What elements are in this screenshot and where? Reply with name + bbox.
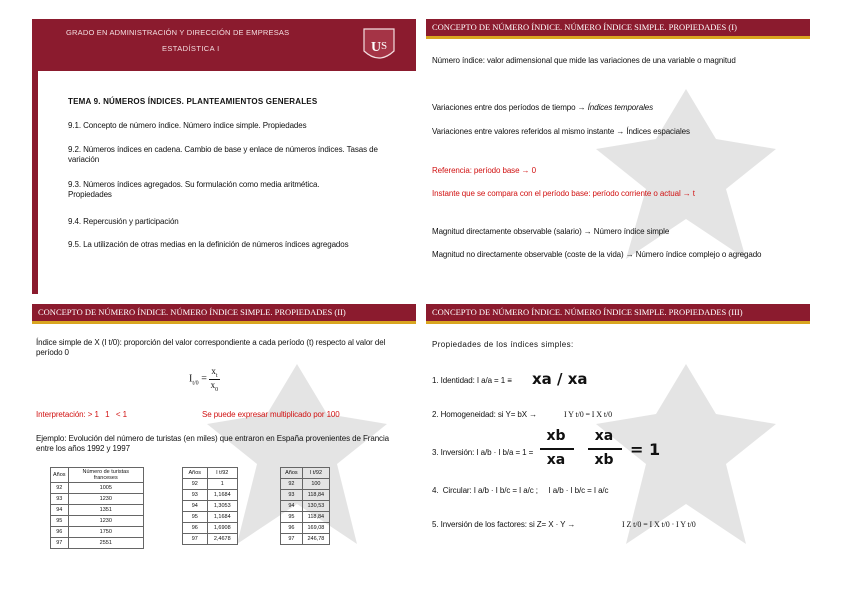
slide1-item-2: 9.2. Números índices en cadena. Cambio de base y enlace de números índices. Tasas de variación: [68, 145, 378, 164]
slide-3: [32, 304, 416, 584]
slide2-indirect: Magnitud no directamente observable (coste de la vida) → Número índice complejo o agregado: [432, 250, 762, 259]
property-circular: 4. Circular: I a/b · I b/c = I a/c ; I a/b · I b/c = I a/c: [432, 486, 609, 495]
table-index-base1: [182, 467, 238, 545]
property-homogeneity: 2. Homogeneidad: si Y= bX →: [432, 410, 537, 419]
slide2-definition: Número índice: valor adimensional que mide las variaciones de una variable o magnitud: [432, 56, 736, 65]
formula-lhs-sub: t/0: [192, 380, 199, 387]
slide1-topic-title: TEMA 9. NÚMEROS ÍNDICES. PLANTEAMIENTOS GENERALES: [68, 97, 318, 106]
slide2-title-underline: [426, 36, 810, 39]
table-row: 93 118,84: [281, 490, 330, 501]
table-row: 96 1750: [51, 527, 144, 538]
slide3-title: CONCEPTO DE NÚMERO ÍNDICE. NÚMERO ÍNDICE SIMPLE. PROPIEDADES (II): [38, 307, 346, 317]
formula-den-sub: 0: [215, 386, 219, 393]
table-row: 93 1,1684: [183, 490, 238, 501]
table-row: 92 1: [183, 479, 238, 490]
slide2-temporal-text: Variaciones entre dos períodos de tiempo →: [432, 103, 586, 112]
slide2-spatial: Variaciones entre valores referidos al mismo instante → Índices espaciales: [432, 127, 690, 136]
slide4-title-underline: [426, 321, 810, 324]
table-row: 95 1,1684: [183, 512, 238, 523]
hand-result: = 1: [630, 440, 661, 459]
table-row: 94 1,3053: [183, 501, 238, 512]
property-identity-handwritten: xa / xa: [532, 370, 588, 388]
property-homogeneity-formula: I Y t/0 = I X t/0: [564, 410, 612, 419]
table-row: Años I t/92: [183, 468, 238, 479]
table-row: 93 1230: [51, 494, 144, 505]
property-inversion: 3. Inversión: I a/b · I b/a = 1 =: [432, 448, 534, 457]
hand-num-1: xb: [546, 428, 566, 444]
property-factor-inversion-formula: I Z t/0 = I X t/0 · I Y t/0: [622, 520, 696, 529]
slide1-item-3: 9.3. Números índices agregados. Su formulación como media aritmética. Propiedades: [68, 180, 320, 199]
slide2-temporal-result: Índices temporales: [587, 103, 654, 112]
table-row: 97 2,4678: [183, 534, 238, 545]
svg-text:U: U: [371, 40, 382, 55]
slide2-title: CONCEPTO DE NÚMERO ÍNDICE. NÚMERO ÍNDICE SIMPLE. PROPIEDADES (I): [432, 22, 737, 32]
table-row: 94 1351: [51, 505, 144, 516]
table-index-base100: [280, 467, 330, 545]
slide-4: [426, 304, 810, 584]
slide2-reference: Referencia: período base → 0: [432, 166, 536, 175]
formula-lhs: I: [189, 373, 193, 385]
table-row: 97 2551: [51, 538, 144, 549]
table-row: 95 1230: [51, 516, 144, 527]
slide1-header-line2: ESTADÍSTICA I: [162, 44, 220, 53]
slide1-item-1: 9.1. Concepto de número índice. Número índice simple. Propiedades: [68, 121, 307, 130]
formula-num: x: [211, 366, 216, 376]
hand-den-1: xa: [546, 452, 566, 468]
table-row: 95 118,84: [281, 512, 330, 523]
slide4-title: CONCEPTO DE NÚMERO ÍNDICE. NÚMERO ÍNDICE SIMPLE. PROPIEDADES (III): [432, 307, 743, 317]
slide2-instant: Instante que se compara con el período base: período corriente o actual → t: [432, 189, 695, 198]
slide3-definition: Índice simple de X (I t/0): proporción del valor correspondiente a cada período (t) respecto al valor del período 0: [36, 338, 386, 357]
slide-2: [426, 19, 810, 299]
slide1-header-line1: GRADO EN ADMINISTRACIÓN Y DIRECCIÓN DE EMPRESAS: [66, 28, 290, 37]
table-row: Años I t/92: [281, 468, 330, 479]
table-row: 92 1005: [51, 483, 144, 494]
svg-text:S: S: [381, 40, 388, 52]
university-logo: [362, 27, 396, 65]
slide3-title-underline: [32, 321, 416, 324]
table-row: 94 130,53: [281, 501, 330, 512]
table-row: 92 100: [281, 479, 330, 490]
property-factor-inversion: 5. Inversión de los factores: si Z= X · Y →: [432, 520, 576, 529]
property-identity: 1. Identidad: I a/a = 1 ≡: [432, 376, 512, 385]
table-row: 96 1,6908: [183, 523, 238, 534]
slide1-item-5: 9.5. La utilización de otras medias en la definición de números índices agregados: [68, 240, 349, 249]
table-row: 96 169,08: [281, 523, 330, 534]
slide2-title-bar: [426, 19, 810, 36]
formula-den: x: [210, 379, 216, 390]
formula-num-sub: t: [215, 372, 218, 379]
slide4-title-bar: [426, 304, 810, 321]
slide3-title-bar: [32, 304, 416, 321]
hand-den-2: xb: [594, 452, 614, 468]
slide3-formula: $I_{t/0}$ = $\frac{x_t}{x_0}$: [189, 366, 219, 393]
slide-1: [32, 19, 416, 299]
formula-fraction: [209, 366, 219, 393]
slide4-intro: Propiedades de los índices simples:: [432, 340, 574, 349]
slide3-multiplied: Se puede expresar multiplicado por 100: [202, 410, 340, 419]
hand-num-2: xa: [594, 428, 614, 444]
slide3-example: Ejemplo: Evolución del número de turistas (en miles) que entraron en España provenientes de Francia entre los años 1992 y 1997: [36, 434, 389, 453]
table-row: 97 246,78: [281, 534, 330, 545]
slide1-item-4: 9.4. Repercusión y participación: [68, 217, 179, 226]
slide2-temporal: [432, 103, 653, 113]
slide2-direct: Magnitud directamente observable (salario) → Número índice simple: [432, 227, 670, 236]
table-tourists: [50, 467, 144, 549]
table-row: Años Número de turistas franceses: [51, 468, 144, 483]
slide3-interpretation: Interpretación: > 1 1 < 1: [36, 410, 127, 419]
